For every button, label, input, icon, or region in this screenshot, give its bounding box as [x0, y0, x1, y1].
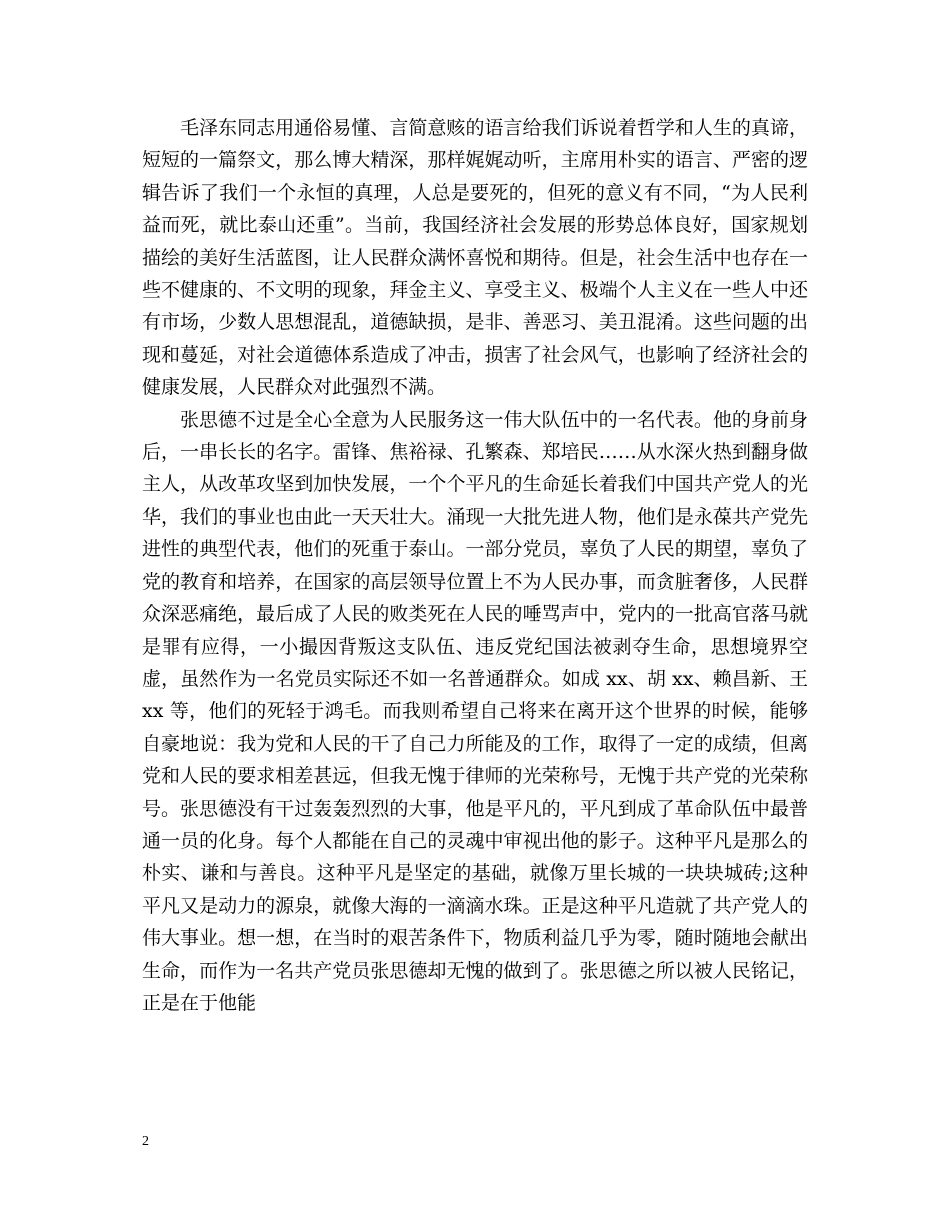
paragraph-1: 毛泽东同志用通俗易懂、言简意赅的语言给我们诉说着哲学和人生的真谛，短短的一篇祭文，那么博大精深，那样娓娓动听，主席用朴实的语言、严密的逻辑告诉了我们一个永恒的真理，人总是要死的，但死的意义有不同，“为人民利益而死，就比泰山还重”。当前，我国经济社会发展的形势总体良好，国家规划描绘的美好生活蓝图，让人民群众满怀喜悦和期待。但是，社会生活中也存在一些不健康的、不文明的现象，拜金主义、享受主义、极端个人主义在一些人中还有市场，少数人思想混乱，道德缺损，是非、善恶习、美丑混淆。这些问题的出现和蔓延，对社会道德体系造成了冲击，损害了社会风气，也影响了经济社会的健康发展，人民群众对此强烈不满。 [142, 117, 808, 399]
page-number: 2 [142, 1134, 149, 1149]
paragraph-2: 张思德不过是全心全意为人民服务这一伟大队伍中的一名代表。他的身前身后，一串长长的名字。雷锋、焦裕禄、孔繁森、郑培民……从水深火热到翻身做主人，从改革攻坚到加快发展，一个个平凡的生命延长着我们中国共产党人的光华，我们的事业也由此一天天壮大。涌现一大批先进人物，他们是永葆共产党先进性的典型代表，他们的死重于泰山。一部分党员，辜负了人民的期望，辜负了党的教育和培养，在国家的高层领导位置上不为人民办事，而贪脏奢侈，人民群众深恶痛绝，最后成了人民的败类死在人民的唾骂声中，党内的一批高官落马就是罪有应得，一小撮因背叛这支队伍、违反党纪国法被剥夺生命，思想境界空虚，虽然作为一名党员实际还不如一名普通群众。如成 xx、胡 xx、赖昌新、王 xx 等，他们的死轻于鸿毛。而我则希望自己将来在离开这个世界的时候，能够自豪地说：我为党和人民的干了自己力所能及的工作，取得了一定的成绩，但离党和人民的要求相差甚远，但我无愧于律师的光荣称号，无愧于共产党的光荣称号。张思德没有干过轰轰烈烈的大事，他是平凡的，平凡到成了革命队伍中最普通一员的化身。每个人都能在自己的灵魂中审视出他的影子。这种平凡是那么的朴实、谦和与善良。这种平凡是坚定的基础，就像万里长城的一块块城砖;这种平凡又是动力的源泉，就像大海的一滴滴水珠。正是这种平凡造就了共产党人的伟大事业。想一想，在当时的艰苦条件下，物质利益几乎为零，随时随地会献出生命，而作为一名共产党员张思德却无愧的做到了。张思德之所以被人民铭记，正是在于他能 [142, 408, 808, 1014]
document-body [142, 112, 808, 1019]
